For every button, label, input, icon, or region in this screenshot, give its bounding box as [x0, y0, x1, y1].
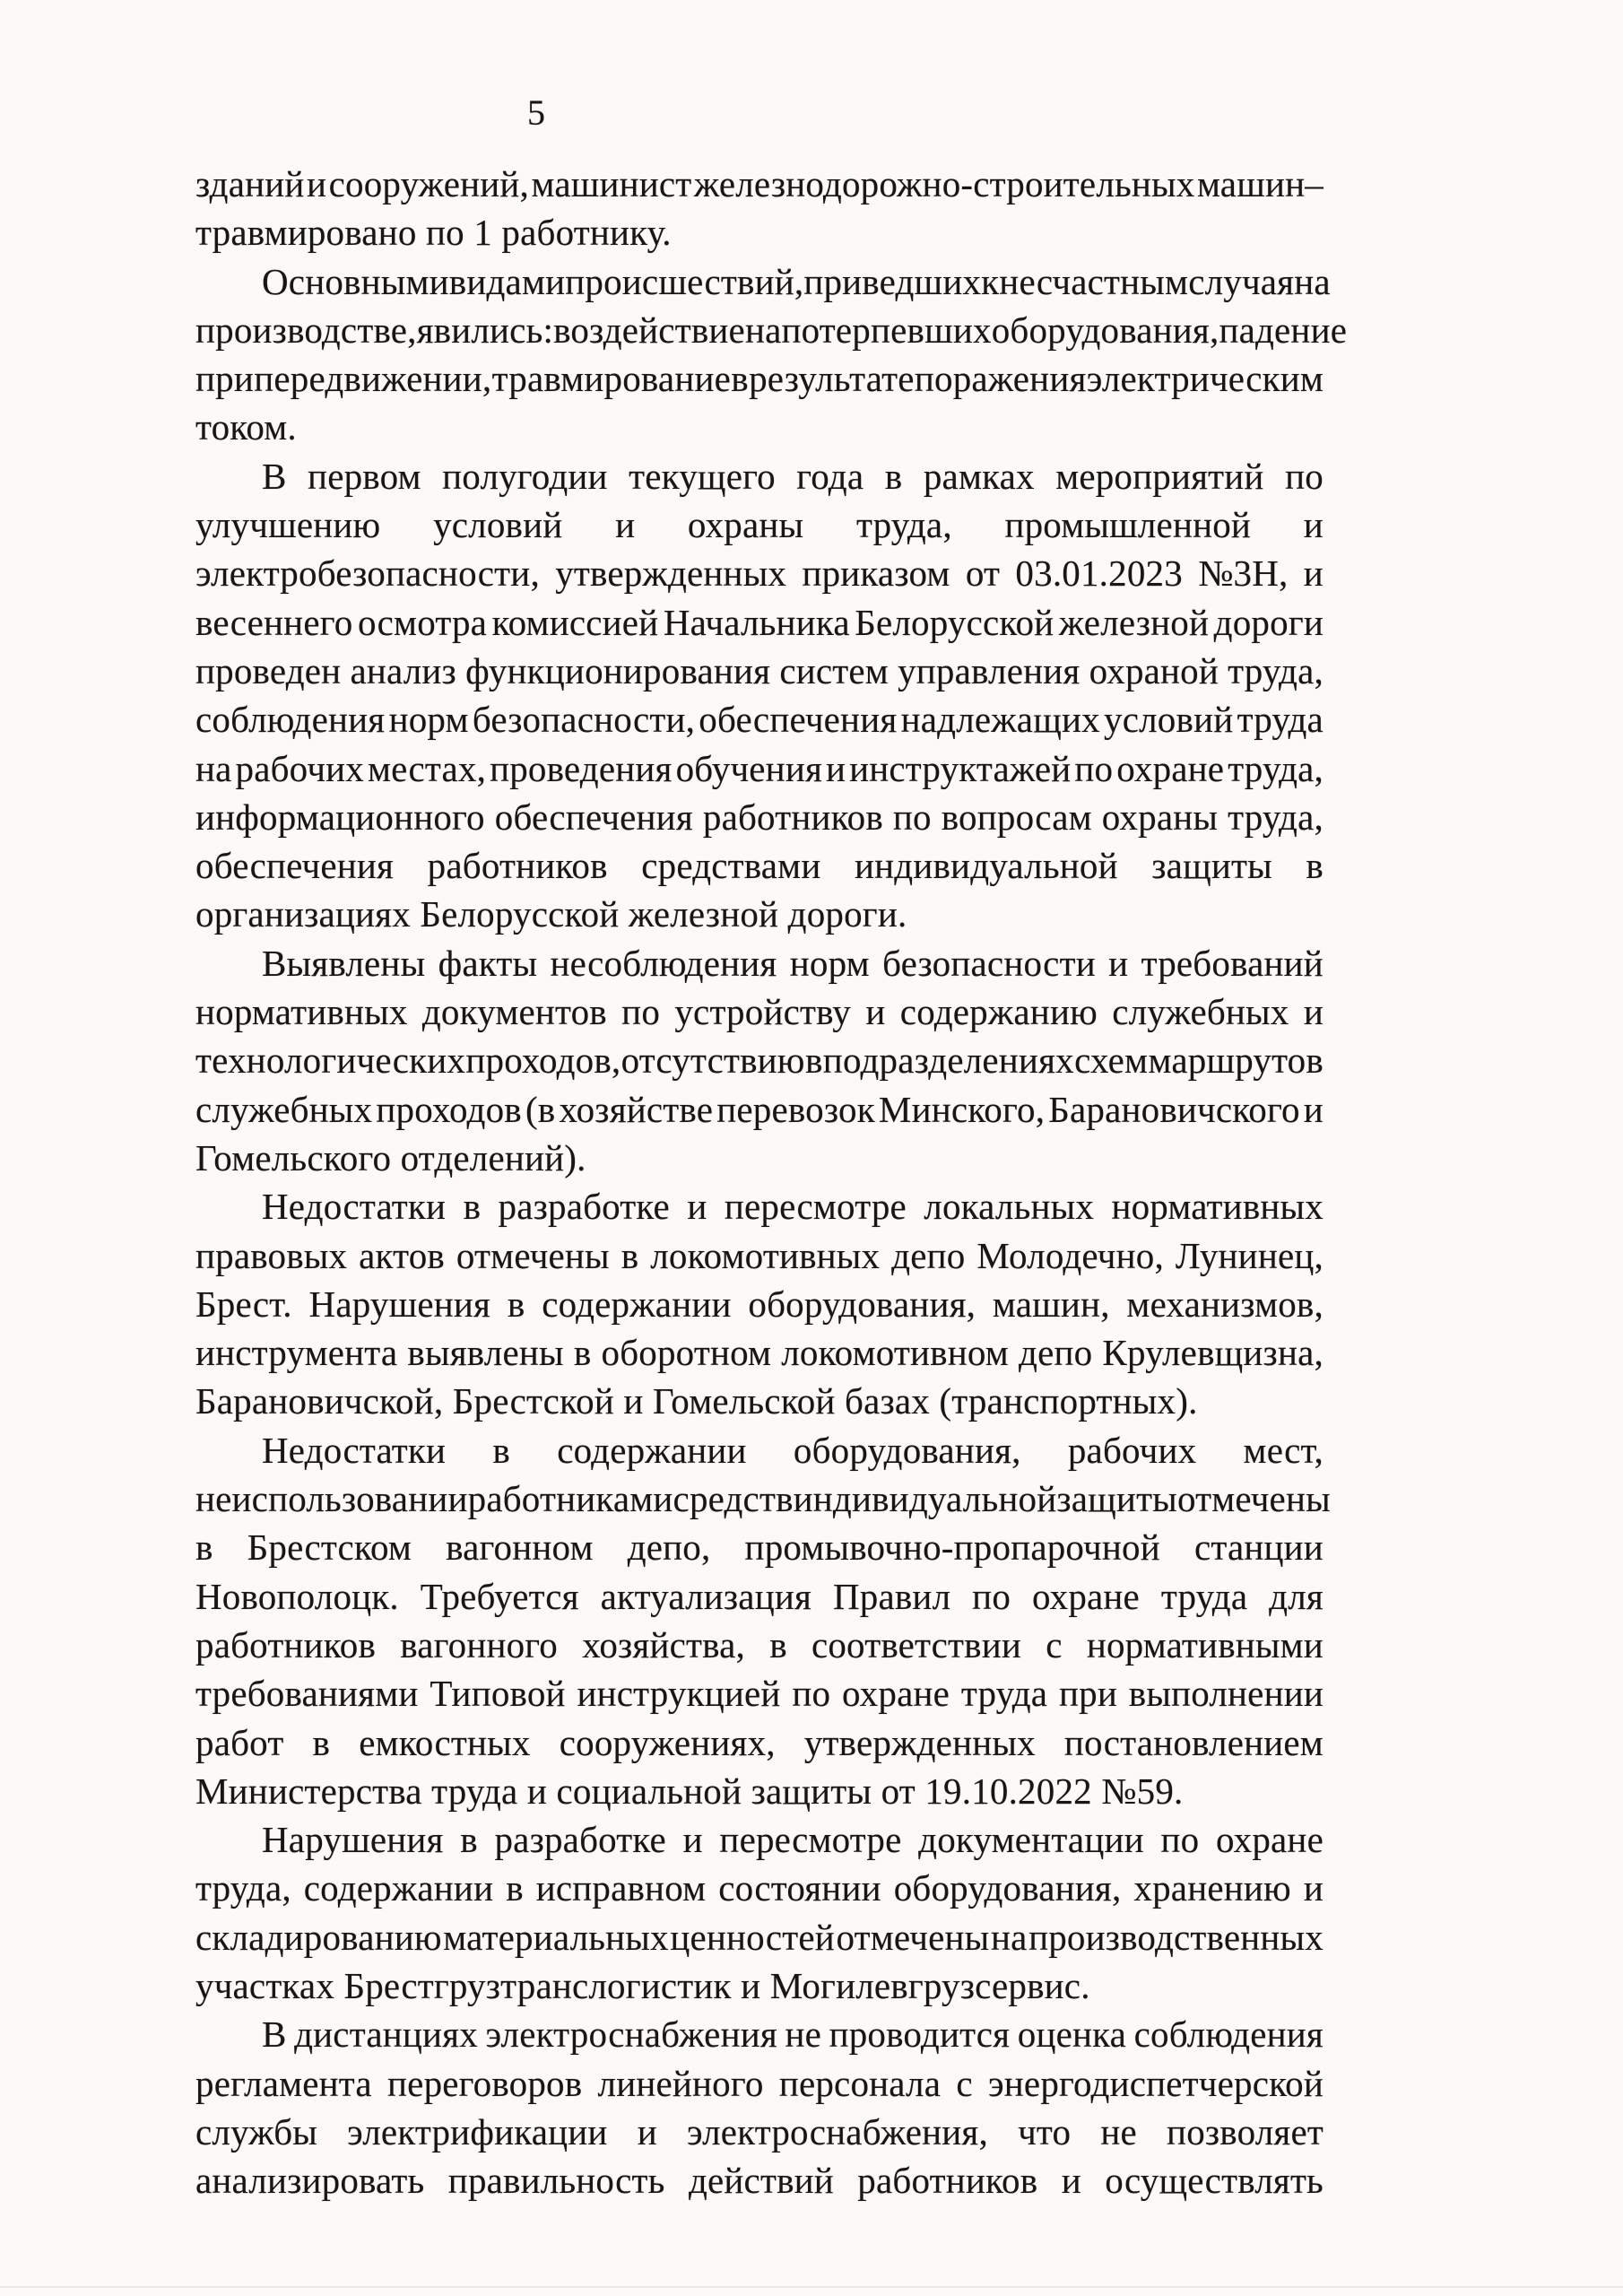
word: безопасности: [882, 942, 1096, 984]
word: требований: [1141, 942, 1324, 984]
word: защиты: [1151, 845, 1272, 887]
text-line: [195, 1572, 1324, 1621]
word: и: [1061, 2160, 1081, 2202]
word: по: [1160, 1819, 1200, 1861]
word: не: [785, 2013, 822, 2056]
word: первом: [308, 455, 421, 497]
word: пересмотре: [724, 1186, 907, 1228]
word: травмирование: [491, 358, 731, 400]
word: работников: [702, 796, 883, 838]
word: дистанциях: [294, 2013, 478, 2056]
word: и: [615, 504, 636, 546]
text-line: [195, 598, 1324, 647]
word: приказом: [802, 552, 950, 595]
text-line: травмировано по 1 работнику.: [195, 212, 672, 254]
word: приведших: [803, 260, 982, 302]
word: утвержденных: [803, 1721, 1036, 1763]
word: хранению: [1133, 1867, 1291, 1909]
text-line: [195, 452, 1324, 500]
text-line: [195, 841, 1324, 890]
word: 03.01.2023: [1015, 552, 1183, 595]
word: персонала: [778, 2062, 942, 2104]
text-line: [195, 2156, 1324, 2205]
word: систем: [779, 649, 889, 691]
word: функционирования: [465, 649, 771, 691]
word: механизмов,: [1126, 1283, 1324, 1325]
word: электроснабжения: [485, 2013, 777, 2056]
word: и: [1303, 504, 1324, 546]
word: оборудования,: [748, 1283, 976, 1325]
text-line: [195, 500, 1324, 549]
word: №3Н,: [1198, 552, 1289, 595]
word: охране: [1116, 747, 1225, 789]
word: норм: [789, 942, 870, 984]
word: локальных: [924, 1186, 1095, 1228]
word: на: [990, 1916, 1028, 1958]
word: и: [1303, 1867, 1324, 1909]
word: работниками: [467, 1478, 673, 1520]
word: комиссией: [491, 601, 659, 643]
word: хозяйства,: [582, 1623, 746, 1665]
word: соответствии: [811, 1623, 1022, 1665]
word: Новополоцк.: [195, 1575, 399, 1617]
word: анализ: [350, 649, 456, 691]
text-line: [195, 647, 1324, 695]
word: Крулевщизна,: [1102, 1332, 1324, 1374]
word: Типовой: [430, 1673, 566, 1715]
text-line: током.: [195, 406, 297, 448]
word: происшествий,: [565, 260, 804, 302]
word: разработке: [498, 1186, 670, 1228]
word: на: [1294, 260, 1331, 302]
word: актуализация: [600, 1575, 812, 1617]
text-line: [195, 1328, 1324, 1377]
word: энергодиспетчерской: [987, 2062, 1324, 2104]
word: подразделениях: [822, 1039, 1074, 1082]
word: промышленной: [1004, 504, 1252, 546]
word: для: [1269, 1575, 1324, 1617]
word: работников: [195, 1623, 377, 1665]
word: позволяет: [1167, 2110, 1324, 2152]
word: службы: [195, 2110, 318, 2152]
word: анализировать: [195, 2160, 425, 2202]
word: падение: [1219, 309, 1348, 351]
word: с: [1046, 1623, 1063, 1665]
word: маршрутов: [1148, 1039, 1324, 1082]
word: в: [1306, 845, 1324, 887]
word: в: [507, 1283, 525, 1325]
word: соблюдения: [1133, 2013, 1324, 2056]
word: в: [804, 1039, 823, 1082]
word: текущего: [629, 455, 776, 497]
word: несоблюдения: [550, 942, 777, 984]
word: в: [460, 1819, 478, 1861]
word: неиспользовании: [195, 1478, 468, 1520]
word: служебных: [1112, 991, 1289, 1033]
text-line: [195, 987, 1324, 1036]
word: труда,: [1228, 796, 1324, 838]
word: хозяйстве: [559, 1088, 714, 1130]
word: по: [972, 1575, 1011, 1617]
word: поражения: [914, 358, 1087, 400]
scan-edge-line: [0, 2286, 1623, 2288]
word: оборотном: [601, 1332, 772, 1374]
word: и: [687, 1186, 707, 1228]
word: постановлением: [1063, 1721, 1324, 1763]
word: Недостатки: [262, 1186, 447, 1228]
word: улучшению: [195, 504, 381, 546]
word: охраны: [687, 504, 804, 546]
word: документации: [918, 1819, 1144, 1861]
text-line: [195, 1280, 1324, 1328]
text-line: участках Брестгрузтранслогистик и Могилевгрузсервис.: [195, 1964, 1090, 2006]
word: электробезопасности,: [195, 552, 540, 595]
word: и: [682, 1819, 703, 1861]
text-line: [195, 549, 1324, 597]
word: и: [1303, 1088, 1324, 1130]
word: складированию: [195, 1916, 442, 1958]
word: охраны: [1101, 796, 1219, 838]
word: труда,: [1228, 747, 1324, 789]
word: правовых: [195, 1234, 348, 1276]
text-line: [195, 1718, 1324, 1767]
word: локомотивных: [650, 1234, 881, 1276]
word: года: [796, 455, 864, 497]
word: оборудования,: [793, 1429, 1021, 1471]
word: результате: [749, 358, 915, 400]
word: вопросам: [941, 796, 1092, 838]
text-line: [195, 1864, 1324, 1912]
word: индивидуальной: [855, 845, 1118, 887]
word: по: [792, 1673, 831, 1715]
word: машин,: [992, 1283, 1110, 1325]
word: осуществлять: [1105, 2160, 1324, 2202]
word: передвижении,: [254, 358, 492, 400]
text-line: [195, 2108, 1324, 2156]
word: случая: [1188, 260, 1295, 302]
word: работников: [427, 845, 608, 887]
word: не: [1100, 2110, 1137, 2152]
word: машин–: [1196, 163, 1324, 204]
word: железной: [1058, 601, 1210, 643]
text-line: [195, 160, 1324, 208]
word: материальных: [443, 1916, 669, 1958]
word: в: [573, 1332, 592, 1374]
word: нормативными: [1086, 1623, 1324, 1665]
word: отмечены: [1176, 1478, 1331, 1520]
word: соблюдения: [195, 699, 386, 741]
word: оборудования,: [991, 309, 1219, 351]
word: безопасности,: [472, 699, 696, 741]
word: индивидуальной: [793, 1478, 1057, 1520]
word: утвержденных: [555, 552, 787, 595]
word: депо,: [627, 1526, 711, 1569]
word: депо: [1019, 1332, 1093, 1374]
word: средствами: [641, 845, 821, 887]
word: весеннего: [195, 601, 353, 643]
word: схем: [1074, 1039, 1149, 1082]
word: Недостатки: [262, 1429, 447, 1471]
word: охраной: [1089, 649, 1219, 691]
text-line: [195, 1474, 1331, 1523]
word: по: [1285, 455, 1324, 497]
word: управления: [898, 649, 1081, 691]
word: обучения: [675, 747, 823, 789]
text-line: [195, 1815, 1324, 1864]
word: условий: [433, 504, 563, 546]
word: промывочно-пропарочной: [744, 1526, 1160, 1569]
word: выполнении: [1128, 1673, 1324, 1715]
word: правильность: [447, 2160, 665, 2202]
word: Нарушения: [308, 1283, 491, 1325]
word: рабочих: [235, 747, 364, 789]
word: при: [1058, 1673, 1117, 1715]
word: оценка: [1017, 2013, 1127, 2056]
word: рамках: [923, 455, 1035, 497]
word: Минского,: [878, 1088, 1046, 1130]
word: Начальника: [663, 601, 850, 643]
word: актов: [359, 1234, 445, 1276]
text-line: [195, 354, 1324, 403]
word: и: [865, 991, 886, 1033]
word: проходов: [376, 1088, 522, 1130]
word: несчастным: [999, 260, 1189, 302]
text-line: [195, 257, 1331, 306]
word: электрическим: [1086, 358, 1324, 400]
word: служебных: [195, 1088, 373, 1130]
word: Брест.: [195, 1283, 292, 1325]
word: ценностей: [670, 1916, 835, 1958]
word: труда: [1237, 699, 1324, 741]
word: Белорусской: [855, 601, 1055, 643]
page-number: 5: [527, 92, 545, 133]
word: обеспечения: [699, 699, 898, 741]
word: на: [195, 747, 232, 789]
text-line: [195, 939, 1324, 987]
word: охране: [1031, 1575, 1140, 1617]
word: в: [195, 1526, 213, 1569]
word: отсутствию: [621, 1039, 805, 1082]
word: в: [884, 455, 903, 497]
word: явились:: [416, 309, 554, 351]
word: по: [621, 991, 661, 1033]
word: охране: [1215, 1819, 1324, 1861]
text-line: [195, 1231, 1324, 1280]
word: работников: [857, 2160, 1038, 2202]
word: труда,: [195, 1867, 291, 1909]
word: проведения: [490, 747, 673, 789]
word: в: [731, 358, 749, 400]
word: машинист: [531, 163, 692, 204]
text-line: [195, 1426, 1324, 1474]
word: регламента: [195, 2062, 372, 2104]
word: Выявлены: [262, 942, 426, 984]
word: производственных: [1028, 1916, 1324, 1958]
word: дороги: [1213, 601, 1324, 643]
text-line: [195, 1523, 1324, 1571]
word: и: [826, 747, 846, 789]
word: проводится: [829, 2013, 1011, 2056]
text-line: [195, 1085, 1324, 1134]
word: В: [262, 455, 287, 497]
word: перевозок: [716, 1088, 875, 1130]
word: электрификации: [347, 2110, 608, 2152]
word: в: [312, 1721, 331, 1763]
word: работ: [195, 1721, 284, 1763]
word: требованиями: [195, 1673, 419, 1715]
word: сооружениях,: [559, 1721, 776, 1763]
word: сооружений,: [328, 163, 529, 204]
word: вагонного: [400, 1623, 558, 1665]
word: содержанию: [899, 991, 1098, 1033]
word: от: [965, 552, 1001, 595]
word: устройству: [674, 991, 851, 1033]
word: норм: [388, 699, 469, 741]
word: отмечены: [456, 1234, 610, 1276]
word: на: [744, 309, 782, 351]
word: факты: [438, 942, 538, 984]
word: в: [463, 1186, 482, 1228]
text-line: Министерства труда и социальной защиты от 19.10.2022 №59.: [195, 1770, 1184, 1812]
word: переговоров: [387, 2062, 583, 2104]
text-line: [195, 306, 1348, 354]
word: состоянии: [718, 1867, 881, 1909]
word: при: [195, 358, 254, 400]
word: Брестском: [247, 1526, 412, 1569]
word: обеспечения: [195, 845, 395, 887]
text-line: [195, 1182, 1324, 1231]
word: и: [1303, 991, 1324, 1033]
word: вагонном: [446, 1526, 594, 1569]
word: мероприятий: [1055, 455, 1264, 497]
word: охране: [842, 1673, 950, 1715]
word: пересмотре: [719, 1819, 902, 1861]
text-line: [195, 1669, 1324, 1718]
document-body: [195, 160, 1348, 2205]
word: информационного: [195, 796, 485, 838]
word: средств: [673, 1478, 794, 1520]
word: выявлены: [407, 1332, 564, 1374]
word: условий: [1104, 699, 1234, 741]
word: к: [981, 260, 1000, 302]
word: содержании: [542, 1283, 732, 1325]
word: что: [1018, 2110, 1072, 2152]
word: в: [506, 1867, 524, 1909]
word: железнодорожно-строительных: [693, 163, 1195, 204]
text-line: [195, 2059, 1324, 2108]
word: В: [262, 2013, 287, 2056]
word: видами: [448, 260, 566, 302]
word: и: [1303, 552, 1324, 595]
word: защиты: [1056, 1478, 1177, 1520]
word: Барановичского: [1048, 1088, 1300, 1130]
word: полугодии: [442, 455, 608, 497]
text-line: организациях Белорусской железной дороги.: [195, 893, 907, 935]
text-line: [195, 1036, 1324, 1084]
text-line: [195, 744, 1324, 793]
text-line: [195, 1913, 1324, 1961]
word: станции: [1193, 1526, 1324, 1569]
word: и: [1108, 942, 1129, 984]
word: инструкцией: [577, 1673, 781, 1715]
word: Требуется: [420, 1575, 579, 1617]
word: нормативных: [1111, 1186, 1324, 1228]
word: и: [637, 2110, 657, 2152]
text-line: Гомельского отделений).: [195, 1136, 586, 1178]
word: Лунинец,: [1175, 1234, 1324, 1276]
word: локомотивном: [781, 1332, 1009, 1374]
word: (в: [525, 1088, 556, 1130]
word: содержании: [557, 1429, 747, 1471]
text-line: [195, 1621, 1324, 1669]
word: обеспечения: [494, 796, 693, 838]
word: местах,: [367, 747, 487, 789]
word: по: [1074, 747, 1114, 789]
word: производстве,: [195, 309, 417, 351]
word: депо: [891, 1234, 966, 1276]
word: осмотра: [357, 601, 488, 643]
word: проходов,: [465, 1039, 621, 1082]
word: Нарушения: [262, 1819, 444, 1861]
word: и: [307, 163, 327, 204]
word: отмечены: [836, 1916, 990, 1958]
word: в: [492, 1429, 510, 1471]
word: содержании: [303, 1867, 494, 1909]
word: технологических: [195, 1039, 466, 1082]
word: зданий: [195, 163, 305, 204]
word: потерпевших: [781, 309, 992, 351]
word: проведен: [195, 649, 342, 691]
word: Правил: [832, 1575, 951, 1617]
word: воздействие: [553, 309, 745, 351]
text-line: [195, 793, 1324, 841]
word: в: [769, 1623, 787, 1665]
word: исправном: [535, 1867, 707, 1909]
word: труда: [960, 1673, 1048, 1715]
word: нормативных: [195, 991, 408, 1033]
word: надлежащих: [900, 699, 1100, 741]
word: Основными: [262, 260, 449, 302]
word: мест,: [1243, 1429, 1324, 1471]
word: линейного: [597, 2062, 764, 2104]
word: с: [956, 2062, 973, 2104]
text-line: [195, 2010, 1324, 2058]
word: документов: [421, 991, 607, 1033]
word: по: [892, 796, 932, 838]
word: инструмента: [195, 1332, 398, 1374]
word: труда,: [1228, 649, 1324, 691]
word: действий: [688, 2160, 834, 2202]
word: Молодечно,: [976, 1234, 1164, 1276]
text-line: [195, 695, 1324, 744]
word: оборудования,: [893, 1867, 1122, 1909]
word: в: [621, 1234, 639, 1276]
word: труда,: [855, 504, 952, 546]
word: электроснабжения,: [687, 2110, 988, 2152]
word: емкостных: [359, 1721, 531, 1763]
text-line: Барановичской, Брестской и Гомельской базах (транспортных).: [195, 1380, 1198, 1422]
word: труда: [1160, 1575, 1248, 1617]
word: разработке: [494, 1819, 666, 1861]
word: рабочих: [1067, 1429, 1197, 1471]
word: инструктажей: [849, 747, 1072, 789]
